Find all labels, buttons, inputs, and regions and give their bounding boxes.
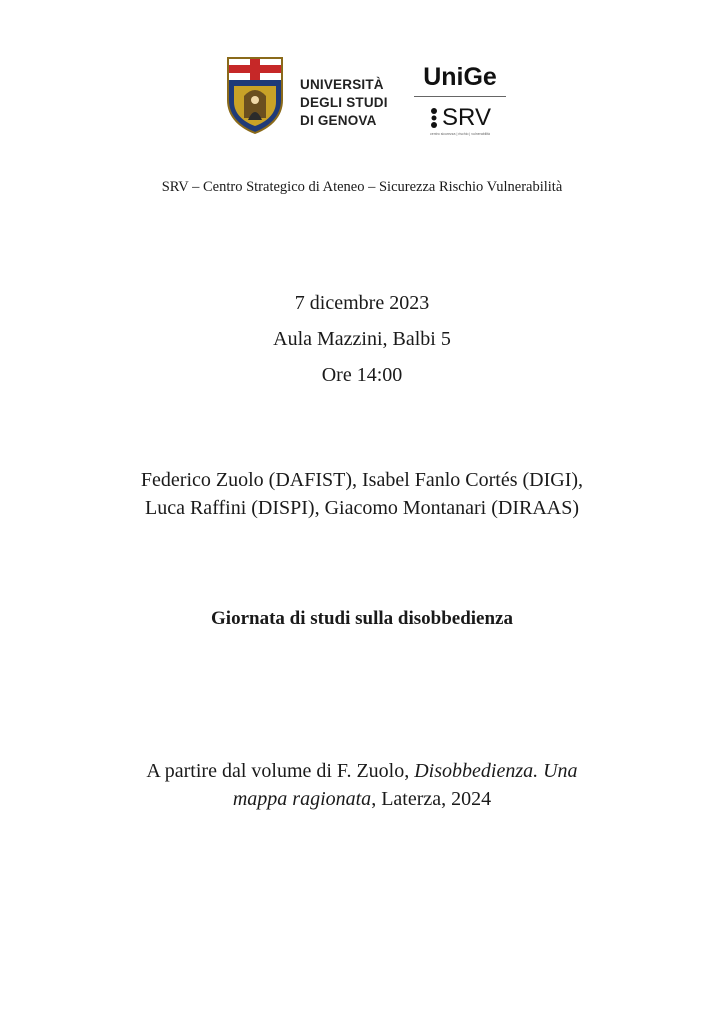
logo-divider xyxy=(414,96,506,97)
university-name-line: UNIVERSITÀ xyxy=(300,77,384,92)
unige-srv-logo xyxy=(414,62,506,136)
university-shield-icon xyxy=(226,56,284,134)
volume-line-2 xyxy=(0,785,724,813)
speakers-line: Federico Zuolo (DAFIST), Isabel Fanlo Cortés (DIGI), xyxy=(140,469,584,491)
event-title: Giornata di studi sulla disobbedienza xyxy=(211,608,513,629)
volume-reference xyxy=(0,757,724,813)
volume-suffix: , Laterza, 2024 xyxy=(371,788,492,810)
book-title-part-1: Disobbedienza. Una xyxy=(414,760,578,782)
university-name-line: DEGLI STUDI xyxy=(300,95,388,110)
volume-prefix: A partire dal volume di F. Zuolo, xyxy=(146,760,415,782)
srv-logo xyxy=(414,106,506,130)
speakers xyxy=(0,466,724,522)
event-time: Ore 14:00 xyxy=(321,364,403,386)
event-details xyxy=(0,285,724,393)
event-place: Aula Mazzini, Balbi 5 xyxy=(273,328,451,350)
centre-subtitle: SRV – Centro Strategico di Ateneo – Sicurezza Rischio Vulnerabilità xyxy=(161,179,563,195)
srv-mark-icon xyxy=(429,107,439,129)
event-date: 7 dicembre 2023 xyxy=(294,292,430,314)
volume-line-1 xyxy=(0,757,724,785)
book-title-part-2: mappa ragionata xyxy=(232,788,372,810)
university-name-line: DI GENOVA xyxy=(300,113,377,128)
university-name xyxy=(300,76,388,130)
speakers-line: Luca Raffini (DISPI), Giacomo Montanari (DIRAAS) xyxy=(145,497,579,519)
srv-label: SRV xyxy=(442,104,491,131)
srv-tagline: centro sicurezza | rischio | vulnerabilità xyxy=(430,132,490,136)
unige-label: UniGe xyxy=(423,63,497,91)
header-logos xyxy=(0,0,724,150)
